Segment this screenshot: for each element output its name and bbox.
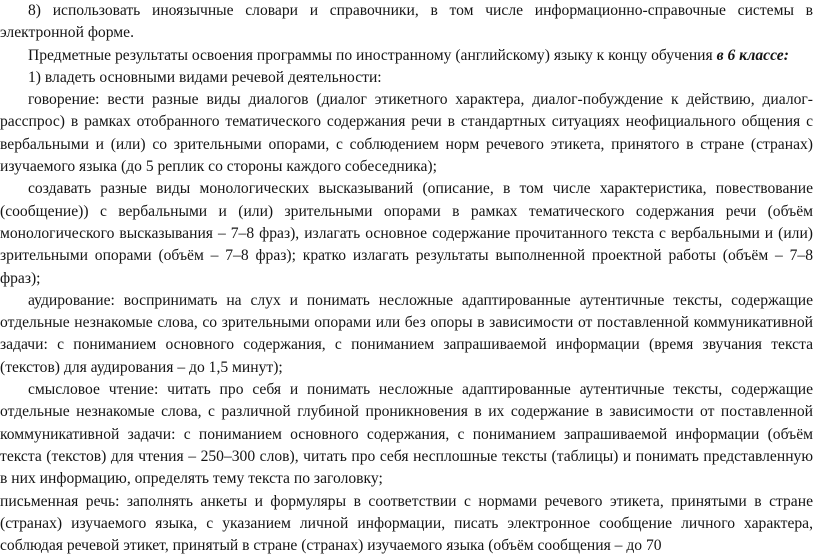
paragraph-monologue: создавать разные виды монологических высказываний (описание, в том числе характеристика, повествование (сообщение)) с вербальными и (или) зрительными опорами в рамках тематического содержания речи (объём монологического высказывания – 7–8 фраз), излагать основное содержание прочитанного текста с вербальными и (или) зрительными опорами (объём – 7–8 фраз); кратко излагать результаты выполненной проектной работы (объём – 7–8 фраз); (0, 180, 813, 287)
paragraph-speaking: говорение: вести разные виды диалогов (диалог этикетного характера, диалог-побуждение к действию, диалог-расспрос) в рамках отобранного тематического содержания речи в стандартных ситуациях неофициального общения с вербальными и (или) со зрительными опорами, с соблюдением норм речевого этикета, принятого в стране (странах) изучаемого языка (до 5 реплик со стороны каждого собеседника); (0, 91, 813, 176)
paragraph-reading: смысловое чтение: читать про себя и понимать несложные адаптированные аутентичные тексты, содержащие отдельные незнакомые слова, с различной глубиной проникновения в их содержание в зависимости от поставленной коммуникативной задачи: с пониманием основного содержания, с пониманием запрашиваемой информации (объём текста (текстов) для чтения – 250–300 слов), читать про себя несплошные тексты (таблицы) и понимать представленную в них информацию, определять тему текста по заголовку; (0, 381, 813, 488)
paragraph-subject-results (0, 45, 813, 67)
paragraph-skill-intro: 1) владеть основными видами речевой деятельности: (28, 68, 382, 86)
paragraph-listening: аудирование: воспринимать на слух и понимать несложные адаптированные аутентичные тексты, содержащие отдельные незнакомые слова, со зрительными опорами или без опоры в зависимости от поставленной коммуникативной задачи: с пониманием основного содержания, с пониманием запрашиваемой информации (время звучания текста (текстов) для аудирования – до 1,5 минут); (0, 291, 813, 376)
paragraph-writing: письменная речь: заполнять анкеты и формуляры в соответствии с нормами речевого этикета, принятыми в стране (странах) изучаемого языка, с указанием личной информации, писать электронное сообщение личного характера, соблюдая речевой этикет, принятый в стране (странах) изучаемого языка (объём сообщения – до 70 (0, 492, 813, 555)
paragraph-item-8: 8) использовать иноязычные словари и справочники, в том числе информационно-справочные системы в электронной форме. (0, 2, 813, 42)
grade-emphasis: в 6 классе: (716, 46, 789, 64)
subject-results-text: Предметные результаты освоения программы по иностранному (английскому) языку к концу обучения (28, 46, 717, 64)
